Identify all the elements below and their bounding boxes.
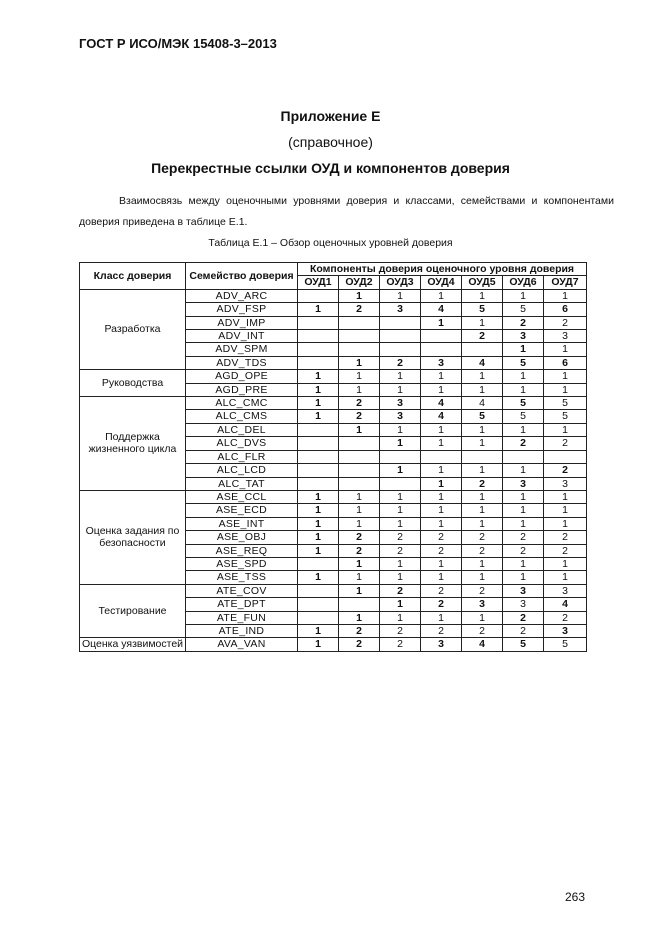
level-value-cell: 1 (544, 571, 587, 584)
family-cell: ALC_DEL (186, 423, 298, 436)
appendix-title: Приложение Е (280, 108, 381, 124)
level-value-cell: 1 (298, 397, 339, 410)
level-value-cell: 2 (462, 584, 503, 597)
level-value-cell (298, 343, 339, 356)
level-value-cell: 4 (462, 356, 503, 369)
level-value-cell: 1 (380, 504, 421, 517)
family-cell: ALC_FLR (186, 450, 298, 463)
level-value-cell: 2 (503, 544, 544, 557)
level-value-cell: 1 (339, 584, 380, 597)
family-cell: ATE_IND (186, 624, 298, 637)
level-value-cell: 6 (544, 356, 587, 369)
level-value-cell: 2 (380, 624, 421, 637)
level-value-cell: 1 (503, 490, 544, 503)
level-value-cell: 1 (421, 611, 462, 624)
level-value-cell: 1 (380, 611, 421, 624)
level-value-cell (339, 437, 380, 450)
level-value-cell (462, 450, 503, 463)
level-value-cell: 5 (462, 303, 503, 316)
level-value-cell: 6 (544, 303, 587, 316)
family-cell: ASE_SPD (186, 557, 298, 570)
level-value-cell: 1 (339, 423, 380, 436)
level-value-cell: 1 (421, 490, 462, 503)
level-value-cell: 1 (380, 598, 421, 611)
level-value-cell (298, 450, 339, 463)
level-value-cell: 2 (462, 531, 503, 544)
family-cell: ADV_SPM (186, 343, 298, 356)
level-value-cell: 2 (339, 410, 380, 423)
level-value-cell (339, 330, 380, 343)
family-cell: ASE_OBJ (186, 531, 298, 544)
level-value-cell: 1 (421, 437, 462, 450)
table-row (80, 638, 587, 651)
level-value-cell: 3 (503, 584, 544, 597)
level-value-cell: 1 (544, 289, 587, 302)
level-value-cell: 1 (339, 517, 380, 530)
family-cell: ALC_DVS (186, 437, 298, 450)
table-caption: Таблица Е.1 – Обзор оценочных уровней доверия (208, 237, 453, 249)
family-cell: AGD_OPE (186, 370, 298, 383)
level-value-cell: 1 (339, 611, 380, 624)
level-value-cell: 2 (544, 437, 587, 450)
level-value-cell: 2 (544, 544, 587, 557)
family-cell: ADV_FSP (186, 303, 298, 316)
family-cell: ATE_COV (186, 584, 298, 597)
level-value-cell (298, 437, 339, 450)
level-value-cell: 2 (462, 330, 503, 343)
level-value-cell: 1 (421, 504, 462, 517)
level-value-cell: 1 (421, 517, 462, 530)
level-value-cell: 1 (503, 423, 544, 436)
level-value-cell: 1 (503, 370, 544, 383)
level-value-cell (298, 316, 339, 329)
family-cell: ATE_DPT (186, 598, 298, 611)
level-value-cell: 1 (462, 571, 503, 584)
level-value-cell: 1 (339, 490, 380, 503)
level-value-cell: 1 (298, 624, 339, 637)
level-value-cell: 3 (544, 477, 587, 490)
level-value-cell: 1 (544, 504, 587, 517)
level-value-cell (298, 289, 339, 302)
family-cell: ASE_REQ (186, 544, 298, 557)
level-value-cell: 3 (421, 356, 462, 369)
family-cell: ALC_CMC (186, 397, 298, 410)
level-value-cell: 5 (503, 397, 544, 410)
level-value-cell: 1 (462, 490, 503, 503)
level-value-cell: 2 (421, 584, 462, 597)
document-header: ГОСТ Р ИСО/МЭК 15408-3–2013 (79, 36, 277, 51)
level-value-cell: 2 (462, 544, 503, 557)
level-value-cell: 1 (462, 517, 503, 530)
level-value-cell: 2 (421, 544, 462, 557)
family-cell: ALC_CMS (186, 410, 298, 423)
level-value-cell: 1 (503, 571, 544, 584)
level-value-cell (298, 557, 339, 570)
level-value-cell: 2 (421, 531, 462, 544)
level-value-cell: 1 (339, 383, 380, 396)
level-value-cell: 1 (380, 517, 421, 530)
level-value-cell: 2 (421, 624, 462, 637)
table-row (80, 289, 587, 302)
level-value-cell: 3 (380, 397, 421, 410)
level-value-cell (421, 343, 462, 356)
family-cell: ADV_TDS (186, 356, 298, 369)
level-value-cell: 1 (298, 383, 339, 396)
level-value-cell: 2 (544, 316, 587, 329)
level-value-cell: 1 (298, 370, 339, 383)
level-value-cell (298, 598, 339, 611)
level-value-cell: 1 (380, 383, 421, 396)
level-value-cell: 1 (421, 571, 462, 584)
level-value-cell (380, 343, 421, 356)
level-value-cell: 2 (544, 611, 587, 624)
level-value-cell: 2 (503, 316, 544, 329)
level-value-cell: 1 (298, 571, 339, 584)
level-value-cell: 3 (544, 584, 587, 597)
level-value-cell (339, 343, 380, 356)
level-value-cell: 3 (544, 624, 587, 637)
header-level: ОУД1 (298, 276, 339, 289)
level-value-cell: 1 (421, 557, 462, 570)
level-value-cell: 1 (298, 303, 339, 316)
level-value-cell: 1 (380, 490, 421, 503)
level-value-cell: 4 (421, 303, 462, 316)
level-value-cell: 1 (421, 477, 462, 490)
level-value-cell: 2 (339, 303, 380, 316)
class-cell: Оценка уязвимостей (80, 638, 186, 651)
table-row (80, 370, 587, 383)
level-value-cell: 1 (462, 316, 503, 329)
header-class: Класс доверия (80, 263, 186, 290)
level-value-cell (380, 450, 421, 463)
level-value-cell: 1 (421, 370, 462, 383)
level-value-cell: 3 (380, 410, 421, 423)
section-heading: Перекрестные ссылки ОУД и компонентов доверия (151, 160, 510, 176)
level-value-cell: 1 (462, 611, 503, 624)
level-value-cell: 2 (462, 477, 503, 490)
level-value-cell: 1 (462, 423, 503, 436)
assurance-table (79, 262, 587, 652)
level-value-cell: 5 (462, 410, 503, 423)
header-level: ОУД4 (421, 276, 462, 289)
level-value-cell: 1 (544, 370, 587, 383)
class-cell: Руководства (80, 370, 186, 397)
level-value-cell: 1 (503, 383, 544, 396)
level-value-cell: 1 (503, 557, 544, 570)
level-value-cell: 1 (462, 464, 503, 477)
level-value-cell: 3 (380, 303, 421, 316)
family-cell: AVA_VAN (186, 638, 298, 651)
level-value-cell: 3 (503, 330, 544, 343)
appendix-subtitle: (справочное) (288, 134, 373, 150)
level-value-cell: 1 (380, 437, 421, 450)
level-value-cell: 1 (421, 316, 462, 329)
level-value-cell: 2 (503, 531, 544, 544)
level-value-cell: 5 (503, 303, 544, 316)
level-value-cell (298, 423, 339, 436)
family-cell: ADV_INT (186, 330, 298, 343)
level-value-cell: 3 (544, 330, 587, 343)
level-value-cell (298, 611, 339, 624)
level-value-cell: 1 (298, 531, 339, 544)
level-value-cell: 5 (544, 638, 587, 651)
level-value-cell: 5 (544, 397, 587, 410)
level-value-cell: 1 (462, 383, 503, 396)
level-value-cell: 1 (544, 423, 587, 436)
level-value-cell (503, 450, 544, 463)
family-cell: ASE_CCL (186, 490, 298, 503)
level-value-cell: 4 (462, 638, 503, 651)
level-value-cell: 1 (380, 289, 421, 302)
table-row (80, 397, 587, 410)
intro-paragraph: Взаимосвязь между оценочными уровнями доверия и классами, семействами и компонентами доверия приведена в таблице Е.1. (79, 195, 614, 228)
level-value-cell: 5 (503, 410, 544, 423)
header-level: ОУД7 (544, 276, 587, 289)
level-value-cell: 1 (462, 437, 503, 450)
level-value-cell: 4 (421, 397, 462, 410)
level-value-cell: 2 (503, 611, 544, 624)
level-value-cell: 1 (544, 343, 587, 356)
level-value-cell: 1 (503, 289, 544, 302)
header-level: ОУД3 (380, 276, 421, 289)
class-cell: Тестирование (80, 584, 186, 638)
family-cell: ALC_LCD (186, 464, 298, 477)
family-cell: ATE_FUN (186, 611, 298, 624)
header-level: ОУД5 (462, 276, 503, 289)
level-value-cell: 1 (339, 289, 380, 302)
level-value-cell: 1 (339, 356, 380, 369)
level-value-cell: 2 (339, 638, 380, 651)
level-value-cell (380, 316, 421, 329)
table-row (80, 584, 587, 597)
level-value-cell: 2 (339, 624, 380, 637)
level-value-cell (544, 450, 587, 463)
level-value-cell: 1 (298, 517, 339, 530)
level-value-cell: 5 (503, 638, 544, 651)
level-value-cell: 2 (339, 397, 380, 410)
level-value-cell: 2 (339, 531, 380, 544)
level-value-cell: 4 (462, 397, 503, 410)
level-value-cell: 1 (503, 464, 544, 477)
header-level: ОУД2 (339, 276, 380, 289)
level-value-cell: 2 (380, 531, 421, 544)
level-value-cell (380, 477, 421, 490)
level-value-cell: 2 (503, 437, 544, 450)
level-value-cell (339, 450, 380, 463)
level-value-cell: 4 (544, 598, 587, 611)
level-value-cell: 1 (380, 571, 421, 584)
level-value-cell (421, 330, 462, 343)
level-value-cell: 1 (462, 557, 503, 570)
level-value-cell: 1 (421, 383, 462, 396)
level-value-cell (380, 330, 421, 343)
level-value-cell: 1 (462, 289, 503, 302)
class-cell: Поддержка жизненного цикла (80, 397, 186, 491)
header-components: Компоненты доверия оценочного уровня доверия (298, 263, 587, 276)
level-value-cell: 3 (462, 598, 503, 611)
header-level: ОУД6 (503, 276, 544, 289)
level-value-cell: 1 (339, 557, 380, 570)
table-row (80, 490, 587, 503)
level-value-cell: 1 (380, 464, 421, 477)
level-value-cell: 3 (503, 477, 544, 490)
level-value-cell: 2 (339, 544, 380, 557)
level-value-cell: 1 (544, 383, 587, 396)
level-value-cell: 1 (503, 517, 544, 530)
level-value-cell: 1 (339, 504, 380, 517)
level-value-cell: 1 (380, 557, 421, 570)
level-value-cell: 5 (503, 356, 544, 369)
level-value-cell: 2 (380, 638, 421, 651)
level-value-cell: 1 (421, 289, 462, 302)
level-value-cell: 1 (380, 423, 421, 436)
level-value-cell: 3 (421, 638, 462, 651)
family-cell: ASE_TSS (186, 571, 298, 584)
level-value-cell: 1 (421, 464, 462, 477)
level-value-cell (298, 464, 339, 477)
level-value-cell: 1 (503, 343, 544, 356)
family-cell: ADV_IMP (186, 316, 298, 329)
family-cell: ASE_ECD (186, 504, 298, 517)
level-value-cell: 2 (380, 544, 421, 557)
level-value-cell (339, 464, 380, 477)
level-value-cell: 4 (421, 410, 462, 423)
class-cell: Оценка задания по безопасности (80, 490, 186, 584)
level-value-cell: 1 (380, 370, 421, 383)
level-value-cell: 2 (544, 464, 587, 477)
family-cell: AGD_PRE (186, 383, 298, 396)
level-value-cell: 1 (298, 544, 339, 557)
level-value-cell (421, 450, 462, 463)
level-value-cell (462, 343, 503, 356)
family-cell: ADV_ARC (186, 289, 298, 302)
level-value-cell: 2 (380, 356, 421, 369)
level-value-cell: 2 (503, 624, 544, 637)
family-cell: ASE_INT (186, 517, 298, 530)
page-number: 263 (565, 890, 586, 904)
level-value-cell: 2 (380, 584, 421, 597)
family-cell: ALC_TAT (186, 477, 298, 490)
level-value-cell: 1 (462, 504, 503, 517)
level-value-cell: 2 (544, 531, 587, 544)
level-value-cell: 1 (339, 370, 380, 383)
level-value-cell: 1 (544, 557, 587, 570)
level-value-cell (339, 598, 380, 611)
level-value-cell: 1 (544, 490, 587, 503)
level-value-cell (339, 477, 380, 490)
level-value-cell: 1 (544, 517, 587, 530)
level-value-cell: 3 (503, 598, 544, 611)
level-value-cell: 1 (462, 370, 503, 383)
level-value-cell (298, 477, 339, 490)
class-cell: Разработка (80, 289, 186, 369)
level-value-cell (339, 316, 380, 329)
level-value-cell: 1 (298, 490, 339, 503)
level-value-cell: 1 (339, 571, 380, 584)
level-value-cell (298, 584, 339, 597)
level-value-cell (298, 330, 339, 343)
level-value-cell: 1 (298, 410, 339, 423)
level-value-cell: 5 (544, 410, 587, 423)
level-value-cell: 1 (298, 638, 339, 651)
level-value-cell (298, 356, 339, 369)
level-value-cell: 1 (421, 423, 462, 436)
level-value-cell: 1 (503, 504, 544, 517)
header-family: Семейство доверия (186, 263, 298, 290)
level-value-cell: 2 (462, 624, 503, 637)
level-value-cell: 1 (298, 504, 339, 517)
level-value-cell: 2 (421, 598, 462, 611)
